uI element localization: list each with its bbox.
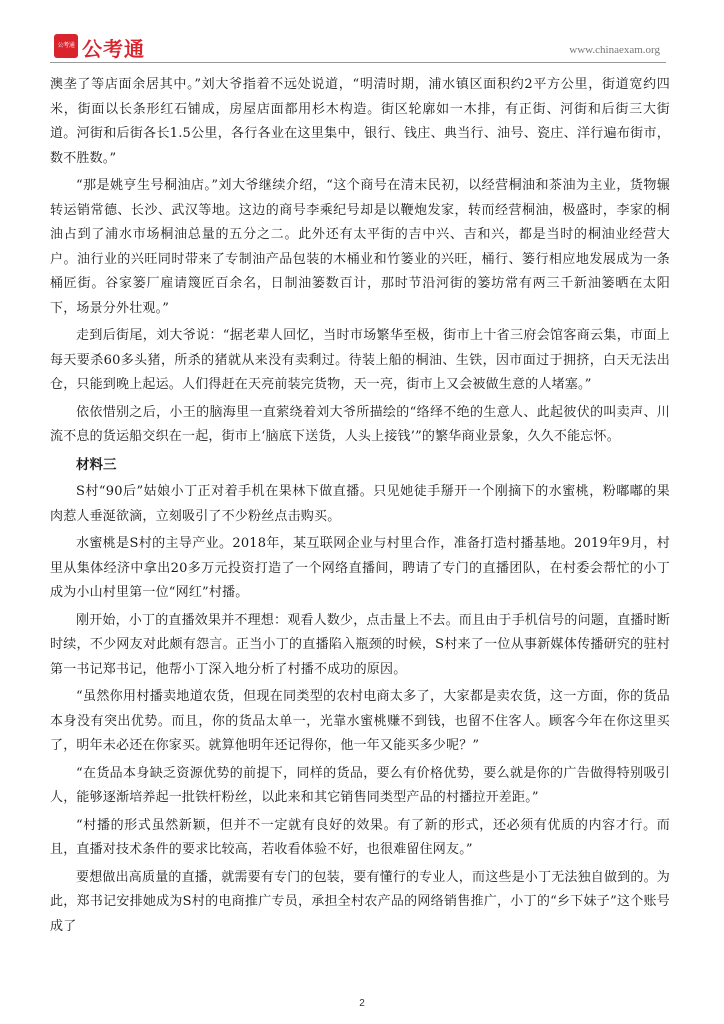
- paragraph: S村“90后”姑娘小丁正对着手机在果林下做直播。只见她徒手掰开一个刚摘下的水蜜桃，粉嘟嘟的果肉惹人垂涎欲滴，立刻吸引了不少粉丝点击购买。: [50, 484, 670, 524]
- paragraph-continuation: 澳垄了等店面余居其中。”刘大爷指着不远处说道，“明清时期，浦水镇区面积约2平方公里，街道宽约四米，街面以长条形红石铺成，房屋店面都用杉木构造。街区轮廓如一木排，有正街、河街和后街三大街道。河街和后街各长1.5公里，各行各业在这里集中，银行、钱庄、典当行、油号、瓷庄、洋行遍布街市，数不胜数。”: [50, 77, 670, 166]
- paragraph: 要想做出高质量的直播，就需要有专门的包装，要有懂行的专业人，而这些是小丁无法独自做到的。为此，郑书记安排她成为S村的电商推广专员，承担全村农产品的网络销售推广，小丁的“乡下妹子”这个账号成了: [50, 869, 671, 934]
- paragraph: 走到后街尾，刘大爷说：“据老辈人回忆，当时市场繁华至极，街市上十省三府会馆客商云集，市面上每天要杀60多头猪，所杀的猪就从来没有卖剩过。待装上船的桐油、生铁，因市面过于拥挤，白天无法出仓，只能到晚上起运。人们得赶在天亮前装完货物，天一亮，街市上又会被做生意的人堵塞。”: [50, 328, 670, 392]
- paragraph: “在货品本身缺乏资源优势的前提下，同样的货品，要么有价格优势，要么就是你的广告做得特别吸引人，能够逐渐培养起一批铁杆粉丝，以此来和其它销售同类型产品的村播拉开差距。”: [50, 765, 670, 805]
- page-number: 2: [359, 998, 365, 1009]
- site-url[interactable]: www.chinaexam.org: [569, 44, 660, 56]
- paragraph: “那是姚亨生号桐油店。”刘大爷继续介绍，“这个商号在清末民初，以经营桐油和茶油为主业，货物辗转运销常德、长沙、武汉等地。这边的商号李乘纪号却是以鞭炮发家，转而经营桐油，极盛时，李家的桐油占到了浦水市场桐油总量的五分之二。此外还有太平街的吉中兴、吉和兴，都是当时的桐油业经营大户。油行业的兴旺同时带来了专制油产品包装的木桶业和竹篓业的兴旺，桶行、篓行相应地发展成为一条桶匠街。谷家篓厂雇请篾匠百余名，日制油篓数百计，那时节沿河街的篓坊常有两三千新油篓晒在太阳下，场景分外壮观。”: [50, 178, 670, 316]
- paragraph: 刚开始，小丁的直播效果并不理想：观看人数少，点击量上不去。而且由于手机信号的问题，直播时断时续，不少网友对此颇有怨言。正当小丁的直播陷入瓶颈的时候，S村来了一位从事新媒体传播研究的驻村第一书记郑书记，他帮小丁深入地分析了村播不成功的原因。: [50, 612, 671, 677]
- section-title: 材料三: [76, 456, 117, 473]
- page-header: [50, 30, 666, 66]
- logo-badge: 公考通: [54, 34, 78, 58]
- paragraph: 依依惜别之后，小王的脑海里一直萦绕着刘大爷所描绘的“络绎不绝的生意人、此起彼伏的叫卖声、川流不息的货运船交织在一起，街市上‘脑底下送货，人头上接钱’”的繁华商业景象，久久不能忘怀。: [50, 404, 670, 444]
- paragraph: “虽然你用村播卖地道农货，但现在同类型的农村电商太多了，大家都是卖农货，这一方面，你的货品本身没有突出优势。而且，你的货品太单一，光靠水蜜桃赚不到钱，也留不住客人。顾客今年在你这里买了，明年未必还在你家买。就算他明年还记得你，他一年又能买多少呢？”: [50, 689, 670, 753]
- document-body: [50, 73, 671, 939]
- paragraph: 水蜜桃是S村的主导产业。2018年，某互联网企业与村里合作，准备打造村播基地。2019年9月，村里从集体经济中拿出20多万元投资打造了一个网络直播间，聘请了专门的直播团队，在村委会帮忙的小丁成为小山村里第一位“网红”村播。: [50, 536, 670, 600]
- logo-text: 公考通: [82, 37, 145, 61]
- paragraph: “村播的形式虽然新颖，但并不一定就有良好的效果。有了新的形式，还必须有优质的内容才行。而且，直播对技术条件的要求比较高，若收看体验不好，也很难留住网友。”: [50, 817, 670, 857]
- header-divider: [50, 62, 666, 63]
